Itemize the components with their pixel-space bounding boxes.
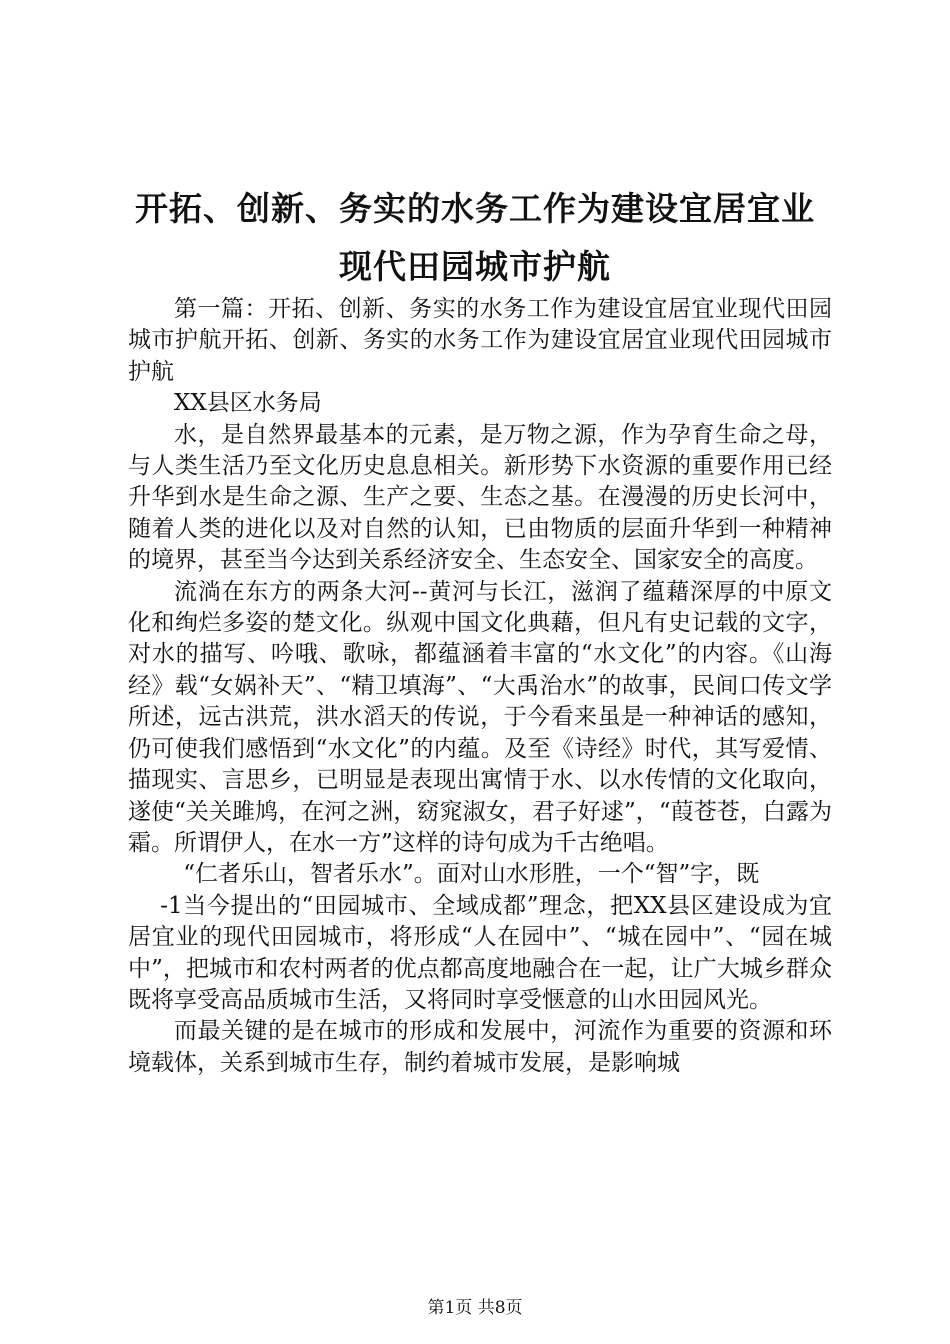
paragraph-garden-city: -1当今提出的“田园城市、全域成都”理念，把XX县区建设成为宜居宜业的现代田园城市，将形成“人在园中”、“城在园中”、“园在城中”，把城市和农村两者的优点都高度地融合在一起，让广大城乡群众既将享受高品质城市生活，又将同时享受惬意的山水田园风光。 <box>128 892 832 1013</box>
paragraph-intro: 第一篇：开拓、创新、务实的水务工作为建设宜居宜业现代田园城市护航开拓、创新、务实的水务工作为建设宜居宜业现代田园城市护航 <box>128 296 832 385</box>
paragraph-water: 水，是自然界最基本的元素，是万物之源，作为孕育生命之母，与人类生活乃至文化历史息息相关。新形势下水资源的重要作用已经升华到水是生命之源、生产之要、生态之基。在漫漫的历史长河中，随着人类的进化以及对自然的认知，已由物质的层面升华到一种精神的境界，甚至当今达到关系经济安全、生态安全、国家安全的高度。 <box>128 421 832 574</box>
title-line-2: 现代田园城市护航 <box>339 247 611 286</box>
page-number: 第1页 共8页 <box>427 1298 523 1318</box>
paragraph-key: 而最关键的是在城市的形成和发展中，河流作为重要的资源和环境载体，关系到城市生存，制约着城市发展，是影响城 <box>128 1018 832 1076</box>
paragraph-rivers: 流淌在东方的两条大河--黄河与长江，滋润了蕴藉深厚的中原文化和绚烂多姿的楚文化。纵观中国文化典藉，但凡有史记载的文字，对水的描写、吟哦、歌咏，都蕴涵着丰富的“水文化”的内容。《山海经》载“女娲补天”、“精卫填海”、“大禹治水”的故事，民间口传文学所述，远古洪荒，洪水滔天的传说，于今看来虽是一种神话的感知，仍可使我们感悟到“水文化”的内蕴。及至《诗经》时代，其写爱情、描现实、言思乡，已明显是表现出寓情于水、以水传情的文化取向，遂使“关关雎鸠，在河之洲，窈窕淑女，君子好逑”，“葭苍苍，白露为霜。所谓伊人，在水一方”这样的诗句成为千古绝唱。 <box>128 578 832 856</box>
document-body <box>128 294 832 1079</box>
title-line-1: 开拓、创新、务实的水务工作为建设宜居宜业 <box>135 189 815 228</box>
document-title <box>110 180 840 296</box>
author-line: XX县区水务局 <box>174 390 322 417</box>
paragraph-quote: “仁者乐山，智者乐水”。面对山水形胜，一个“智”字，既 <box>183 861 760 888</box>
